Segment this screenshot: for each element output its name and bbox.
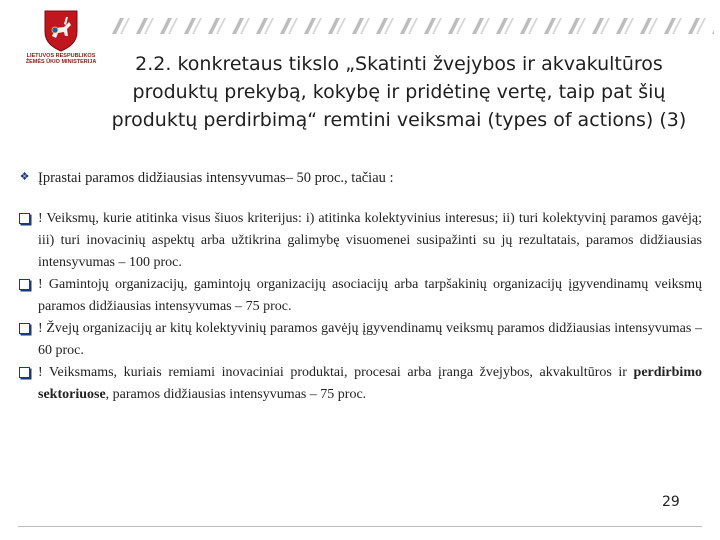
list-item <box>18 362 702 406</box>
intro-text: Įprastai paramos didžiausias intensyvumas– 50 proc., tačiau : <box>38 170 394 186</box>
vytis-coat-of-arms-icon <box>42 8 80 52</box>
list-item-text-start: ! Veiksmams, kuriais remiami inovaciniai produktai, procesai arba įranga žvejybos, akvakultūros ir <box>38 365 634 380</box>
ministry-logo <box>18 8 104 74</box>
list-item <box>18 318 702 362</box>
square-bullet-icon <box>19 323 30 334</box>
list-item-text: ! Veiksmų, kurie atitinka visus šiuos kriterijus: i) atitinka kolektyvinius interesus; ii) turi kolektyvinį paramos gavėją; iii) turi inovacinių aspektų arba užtikrina galimybę visuomenei susipažinti su jų rezultatais, paramos didžiausias intensyvumas – 100 proc. <box>38 211 702 270</box>
decorative-chevron-border <box>108 14 714 38</box>
list-item-text: ! Gamintojų organizacijų, gamintojų organizacijų asociacijų arba tarpšakinių organizacijų įgyvendinamų veiksmų paramos didžiausias intensyvumas – 75 proc. <box>38 277 702 314</box>
list-item <box>18 274 702 318</box>
list-item-text-end: , paramos didžiausias intensyvumas – 75 proc. <box>105 387 367 402</box>
list-item-text: ! Žvejų organizacijų ar kitų kolektyvinių paramos gavėjų įgyvendinamų veiksmų paramos didžiausias intensyvumas – 60 proc. <box>38 321 702 358</box>
list-item <box>18 208 702 274</box>
footer-divider <box>18 526 702 527</box>
logo-line-1: LIETUVOS RESPUBLIKOS <box>26 53 96 59</box>
diamond-bullet-icon: ❖ <box>19 171 30 183</box>
page-number: 29 <box>662 494 680 510</box>
square-bullet-icon <box>19 367 30 378</box>
square-bullet-icon <box>19 213 30 224</box>
list-item-text-bold: perdirbimo sektoriuose <box>38 365 702 402</box>
logo-line-2: ŽEMĖS ŪKIO MINISTERIJA <box>25 59 97 65</box>
criteria-list <box>18 208 702 406</box>
slide-title: 2.2. konkretaus tikslo „Skatinti žvejybos ir akvakultūros produktų prekybą, kokybę ir pridėtinę vertę, taip pat šių produktų perdirbimą“ remtini veiksmai (types of actions) (3) <box>111 53 687 131</box>
intro-line <box>18 170 698 187</box>
square-bullet-icon <box>19 279 30 290</box>
list-item-text <box>38 362 702 406</box>
